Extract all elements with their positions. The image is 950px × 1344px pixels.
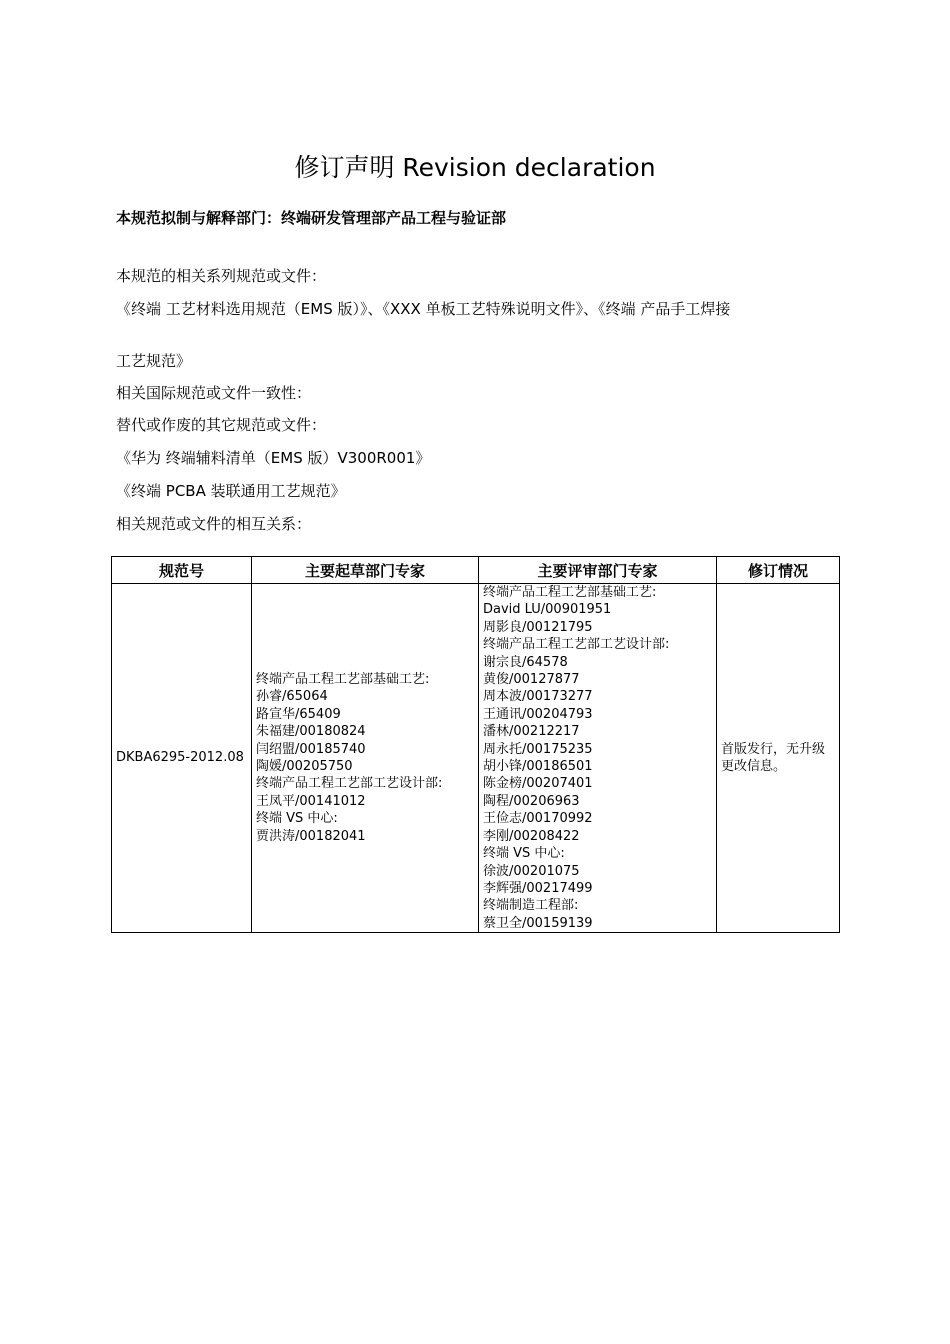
reviewer-line: David LU/00901951 [483,602,612,618]
intl-consistency-label: 相关国际规范或文件一致性： [116,384,312,402]
replaced-doc-2: 《终端 PCBA 装联通用工艺规范》 [116,482,346,500]
reviewer-line: 黄俊/00127877 [483,672,580,688]
page-title: 修订声明 Revision declaration [294,153,656,182]
reviewer-line: 蔡卫全/00159139 [483,915,593,931]
drafter-line: 王凤平/00141012 [256,793,366,809]
reviewer-line: 王俭志/00170992 [483,811,593,827]
table-row [112,584,840,933]
drafter-line: 路宣华/65409 [256,706,341,722]
reviewers-cell [479,584,717,933]
reviewer-line: 终端产品工程工艺部基础工艺: [483,585,657,600]
related-docs-list-cont: 工艺规范》 [116,352,192,370]
reviewer-line: 终端制造工程部: [483,898,579,914]
reviewer-line: 终端产品工程工艺部工艺设计部: [483,637,670,653]
header-revision: 修订情况 [717,557,840,584]
drafters-cell [252,584,479,933]
drafter-line: 终端产品工程工艺部工艺设计部: [256,776,443,792]
reviewer-line: 周永托/00175235 [483,741,593,757]
drafter-line: 陶媛/00205750 [256,759,353,775]
reviewer-line: 潘林/00212217 [483,724,580,740]
drafter-line: 朱福建/00180824 [256,724,366,740]
relations-label: 相关规范或文件的相互关系： [116,515,312,533]
reviewer-line: 周本波/00173277 [483,689,593,705]
drafter-line: 闫绍盟/00185740 [256,741,366,757]
related-docs-list: 《终端 工艺材料选用规范（EMS 版）》、《XXX 单板工艺特殊说明文件》、《终端 产品手工焊接 [116,300,731,318]
header-drafters: 主要起草部门专家 [252,557,479,584]
revision-notes-cell: 首版发行，无升级更改信息。 [717,584,840,933]
drafter-line: 终端 VS 中心: [256,811,338,827]
reviewer-line: 周影良/00121795 [483,619,593,635]
related-docs-label: 本规范的相关系列规范或文件： [116,267,327,285]
reviewer-line: 陶程/00206963 [483,793,580,809]
drafter-line: 贾洪涛/00182041 [256,828,366,844]
department-statement: 本规范拟制与解释部门：终端研发管理部产品工程与验证部 [116,209,507,227]
reviewer-line: 胡小锋/00186501 [483,759,593,775]
header-spec-no: 规范号 [112,557,252,584]
reviewer-line: 谢宗良/64578 [483,654,568,670]
spec-number-cell: DKBA6295-2012.08 [112,584,252,933]
replaced-doc-1: 《华为 终端辅料清单（EMS 版）V300R001》 [116,449,431,467]
reviewer-line: 王通讯/00204793 [483,706,593,722]
revision-table [111,556,840,933]
table-header-row [112,557,840,584]
header-reviewers: 主要评审部门专家 [479,557,717,584]
replaced-docs-label: 替代或作废的其它规范或文件： [116,416,327,434]
drafter-line: 孙睿/65064 [256,689,328,705]
reviewer-line: 李辉强/00217499 [483,880,593,896]
drafter-line: 终端产品工程工艺部基础工艺: [256,672,430,688]
reviewer-line: 陈金榜/00207401 [483,776,593,792]
reviewer-line: 终端 VS 中心: [483,846,565,862]
reviewer-line: 李刚/00208422 [483,828,580,844]
reviewer-line: 徐波/00201075 [483,863,580,879]
